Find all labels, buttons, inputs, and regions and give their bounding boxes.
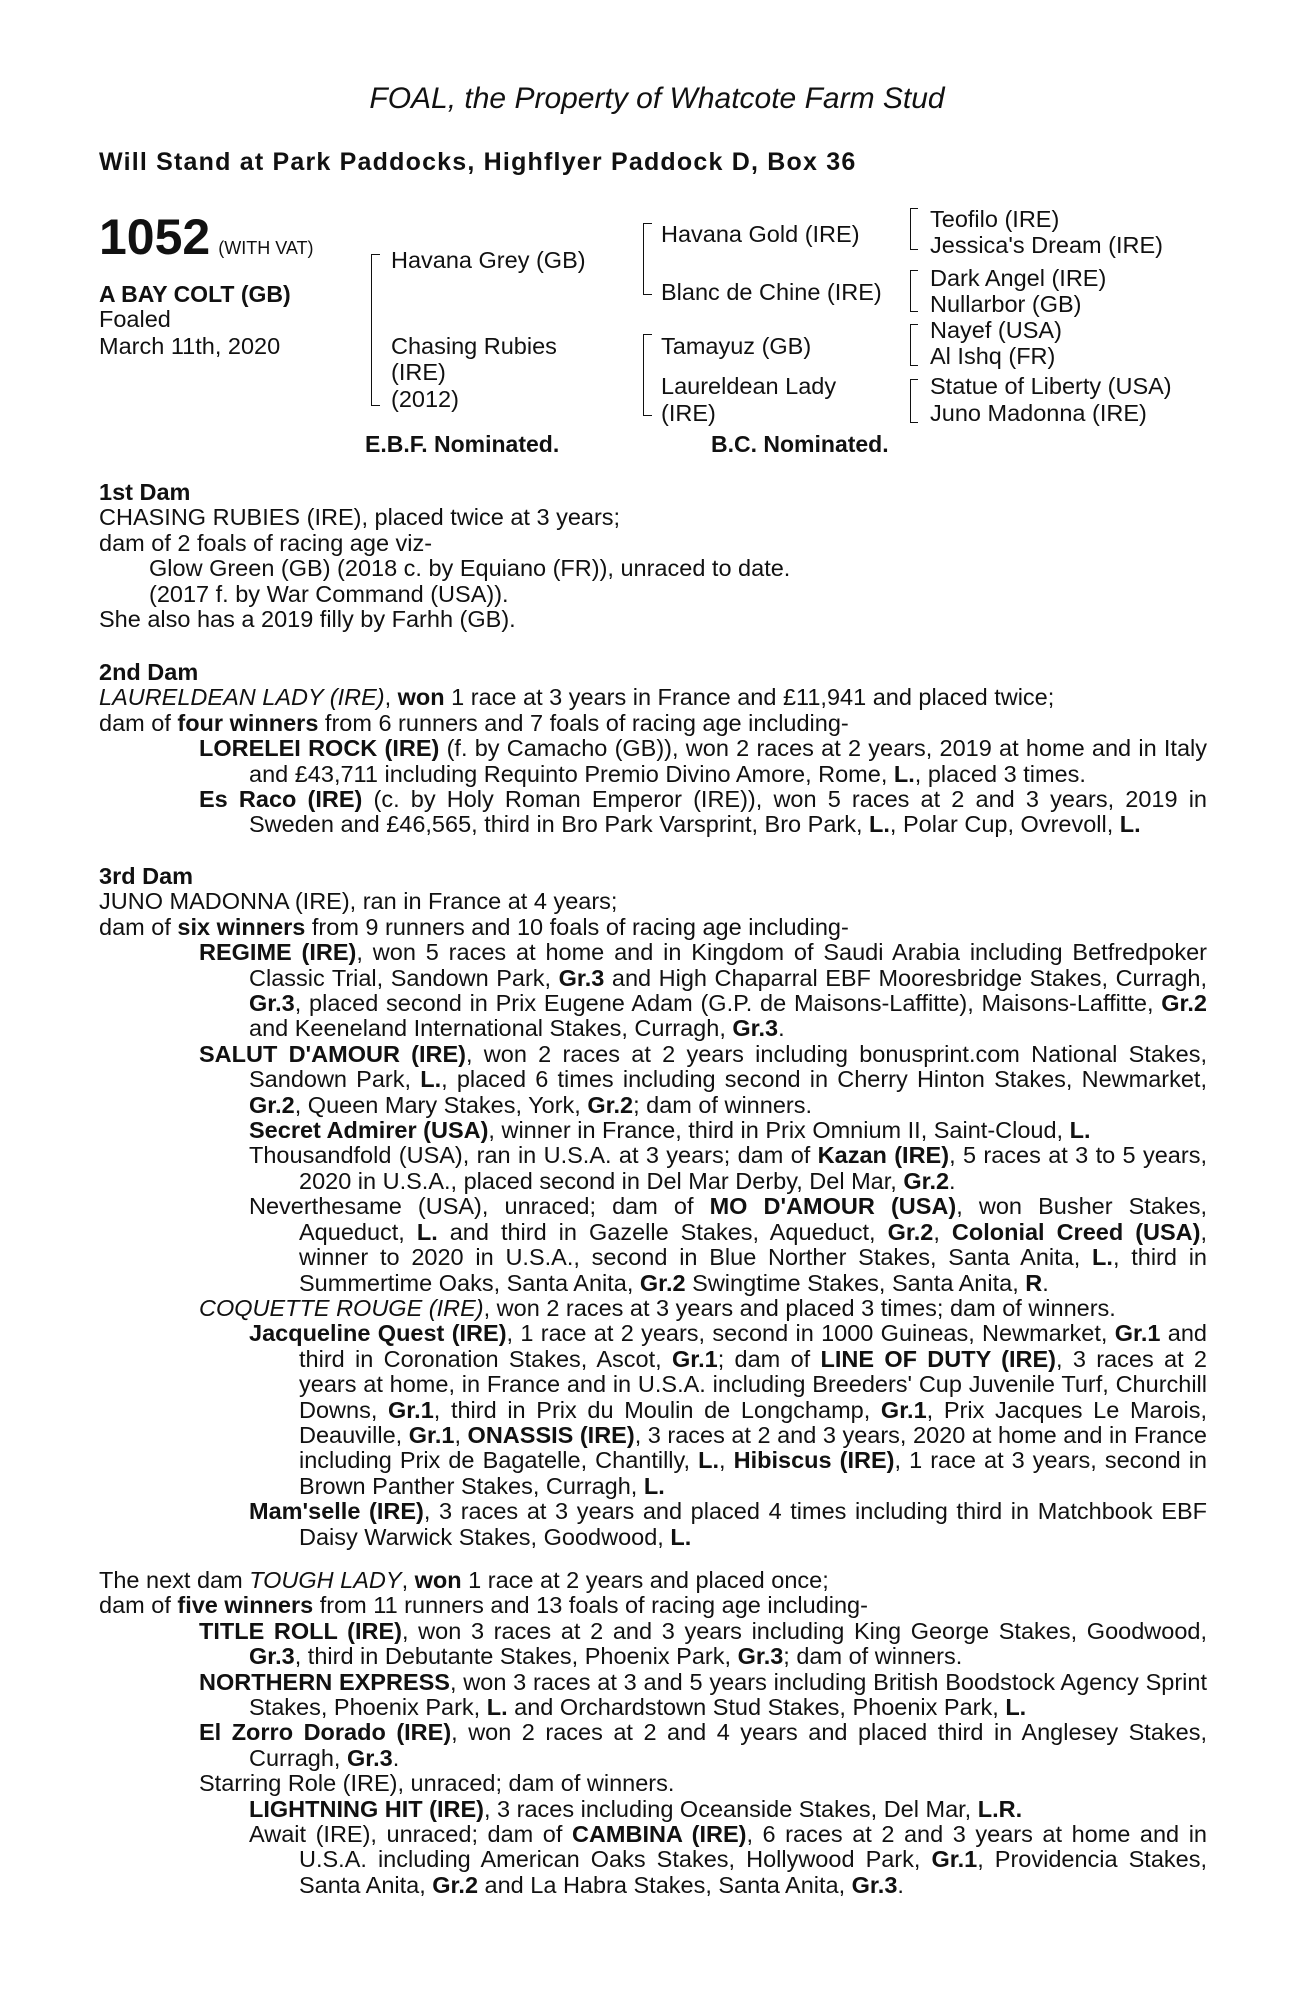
pedigree-brace-2	[643, 223, 652, 295]
produce-entry: Thousandfold (USA), ran in U.S.A. at 3 years; dam of Kazan (IRE), 5 races at 3 to 5 years, 2020 in U.S.A., placed second in Del Mar Derby, Del Mar, Gr.2.	[249, 1142, 1207, 1194]
first-dam-line: dam of 2 foals of racing age viz-	[99, 529, 433, 556]
pedigree-dam-sire: Tamayuz (GB)	[661, 333, 812, 359]
produce-entry: REGIME (IRE), won 5 races at home and in Kingdom of Saudi Arabia including Betfredpoker Classic Trial, Sandown Park, Gr.3 and High Chaparral EBF Mooresbridge Stakes, Curragh, Gr.3, placed second in Prix Eugene Adam (G.P. de Maisons-Laffitte), Maisons-Laffitte, Gr.2 and Keeneland International Stakes, Curragh, Gr.3.	[199, 939, 1207, 1042]
next-dam-line: dam of five winners from 11 runners and 13 foals of racing age including-	[99, 1592, 868, 1619]
lot-number-line	[99, 208, 314, 266]
produce-entry: NORTHERN EXPRESS, won 3 races at 3 and 5 years including British Boodstock Agency Sprint Stakes, Phoenix Park, L. and Orchardstown Stud Stakes, Phoenix Park, L.	[199, 1668, 1207, 1721]
second-dam-line: dam of four winners from 6 runners and 7 foals of racing age including-	[99, 709, 849, 736]
pedigree-sire-dam: Blanc de Chine (IRE)	[661, 279, 882, 305]
third-dam-line: dam of six winners from 9 runners and 10 foals of racing age including-	[99, 913, 849, 940]
second-dam-title: 2nd Dam	[99, 659, 199, 685]
first-dam-line: She also has a 2019 filly by Farhh (GB).	[99, 606, 516, 633]
pedigree-brace-6	[910, 324, 918, 366]
produce-entry: Secret Admirer (USA), winner in France, third in Prix Omnium II, Saint-Cloud, L.	[249, 1117, 1091, 1144]
first-dam-foal: Glow Green (GB) (2018 c. by Equiano (FR)), unraced to date.	[149, 555, 791, 582]
pedigree-g3: Dark Angel (IRE)	[930, 265, 1107, 291]
produce-entry: El Zorro Dorado (IRE), won 2 races at 2 and 4 years and placed third in Anglesey Stakes, Curragh, Gr.3.	[199, 1719, 1207, 1771]
first-dam-title: 1st Dam	[99, 479, 191, 505]
vat-note: (WITH VAT)	[218, 238, 314, 258]
next-dam-section	[99, 1568, 1207, 1898]
produce-entry: COQUETTE ROUGE (IRE), won 2 races at 3 years and placed 3 times; dam of winners.	[199, 1294, 1116, 1321]
bc-nominated: B.C. Nominated.	[711, 431, 889, 457]
pedigree-g5: Nayef (USA)	[930, 317, 1062, 343]
produce-entry: TITLE ROLL (IRE), won 3 races at 2 and 3 years including King George Stakes, Goodwood, Gr.3, third in Debutante Stakes, Phoenix Park, Gr.3; dam of winners.	[199, 1617, 1207, 1670]
next-dam-line: The next dam TOUGH LADY, won 1 race at 2 years and placed once;	[99, 1567, 829, 1593]
page-title: FOAL, the Property of Whatcote Farm Stud	[369, 82, 945, 115]
produce-entry: Jacqueline Quest (IRE), 1 race at 2 years, second in 1000 Guineas, Newmarket, Gr.1 and third in Coronation Stakes, Ascot, Gr.1; dam of LINE OF DUTY (IRE), 3 races at 2 years at home, in France and in U.S.A. including Breeders' Cup Juvenile Turf, Churchill Downs, Gr.1, third in Prix du Moulin de Longchamp, Gr.1, Prix Jacques Le Marois, Deauville, Gr.1, ONASSIS (IRE), 3 races at 2 and 3 years, 2020 at home and in France including Prix de Bagatelle, Chantilly, L., Hibiscus (IRE), 1 race at 3 years, second in Brown Panther Stakes, Curragh, L.	[249, 1320, 1208, 1499]
pedigree-brace-3	[643, 334, 652, 416]
pedigree-g6: Al Ishq (FR)	[930, 343, 1056, 369]
produce-entry: Await (IRE), unraced; dam of CAMBINA (IRE), 6 races at 2 and 3 years at home and in U.S.A. including American Oaks Stakes, Hollywood Park, Gr.1, Providencia Stakes, Santa Anita, Gr.2 and La Habra Stakes, Santa Anita, Gr.3.	[249, 1821, 1207, 1898]
pedigree-brace-4	[910, 208, 918, 250]
pedigree-dam-dam-country: (IRE)	[661, 400, 716, 426]
pedigree-brace-5	[910, 270, 918, 312]
foaled-label: Foaled	[99, 306, 171, 332]
produce-entry: SALUT D'AMOUR (IRE), won 2 races at 2 years including bonusprint.com National Stakes, Sandown Park, L., placed 6 times including second in Cherry Hinton Stakes, Newmarket, Gr.2, Queen Mary Stakes, York, Gr.2; dam of winners.	[199, 1040, 1207, 1118]
pedigree-dam-dam: Laureldean Lady	[661, 373, 837, 399]
pedigree-g8: Juno Madonna (IRE)	[930, 400, 1147, 426]
pedigree-sire-sire: Havana Gold (IRE)	[661, 221, 860, 247]
lot-description: A BAY COLT (GB)	[99, 281, 291, 307]
foaled-date: March 11th, 2020	[99, 333, 281, 359]
pedigree-sire: Havana Grey (GB)	[391, 247, 586, 273]
first-dam-line: CHASING RUBIES (IRE), placed twice at 3 years;	[99, 504, 621, 531]
pedigree-g2: Jessica's Dream (IRE)	[930, 232, 1163, 258]
produce-entry: Neverthesame (USA), unraced; dam of MO D'AMOUR (USA), won Busher Stakes, Aqueduct, L. and third in Gazelle Stakes, Aqueduct, Gr.2, Colonial Creed (USA), winner to 2020 in U.S.A., second in Blue Norther Stakes, Santa Anita, L., third in Summertime Oaks, Santa Anita, Gr.2 Swingtime Stakes, Santa Anita, R.	[249, 1193, 1207, 1296]
produce-entry: Es Raco (IRE) (c. by Holy Roman Emperor (IRE)), won 5 races at 2 and 3 years, 2019 in Sweden and £46,565, third in Bro Park Varsprint, Bro Park, L., Polar Cup, Ovrevoll, L.	[199, 786, 1208, 838]
produce-entry: Starring Role (IRE), unraced; dam of winners.	[199, 1770, 675, 1797]
third-dam-title: 3rd Dam	[99, 863, 194, 889]
lot-number: 1052	[99, 209, 211, 265]
first-dam-section	[99, 480, 1207, 632]
second-dam-section	[99, 660, 1207, 838]
third-dam-section	[99, 864, 1207, 1550]
ebf-nominated: E.B.F. Nominated.	[365, 431, 560, 457]
pedigree-dam-year: (2012)	[391, 386, 459, 412]
pedigree-brace-1	[371, 254, 380, 406]
produce-entry: LORELEI ROCK (IRE) (f. by Camacho (GB)), won 2 races at 2 years, 2019 at home and in Italy and £43,711 including Requinto Premio Divino Amore, Rome, L., placed 3 times.	[199, 735, 1207, 787]
produce-entry: Mam'selle (IRE), 3 races at 3 years and placed 4 times including third in Matchbook EBF Daisy Warwick Stakes, Goodwood, L.	[249, 1498, 1207, 1550]
pedigree-dam: Chasing Rubies	[391, 333, 557, 359]
third-dam-line: JUNO MADONNA (IRE), ran in France at 4 years;	[99, 888, 618, 915]
first-dam-foal: (2017 f. by War Command (USA)).	[149, 580, 509, 607]
produce-entry: LIGHTNING HIT (IRE), 3 races including Oceanside Stakes, Del Mar, L.R.	[249, 1795, 1023, 1822]
pedigree-g4: Nullarbor (GB)	[930, 291, 1082, 317]
pedigree-brace-7	[910, 379, 918, 423]
stand-location: Will Stand at Park Paddocks, Highflyer Paddock D, Box 36	[99, 148, 857, 176]
pedigree-g7: Statue of Liberty (USA)	[930, 373, 1172, 399]
pedigree-g1: Teofilo (IRE)	[930, 206, 1060, 232]
pedigree-dam-country: (IRE)	[391, 359, 446, 385]
second-dam-line: LAURELDEAN LADY (IRE), won 1 race at 3 years in France and £11,941 and placed twice;	[99, 684, 1055, 711]
